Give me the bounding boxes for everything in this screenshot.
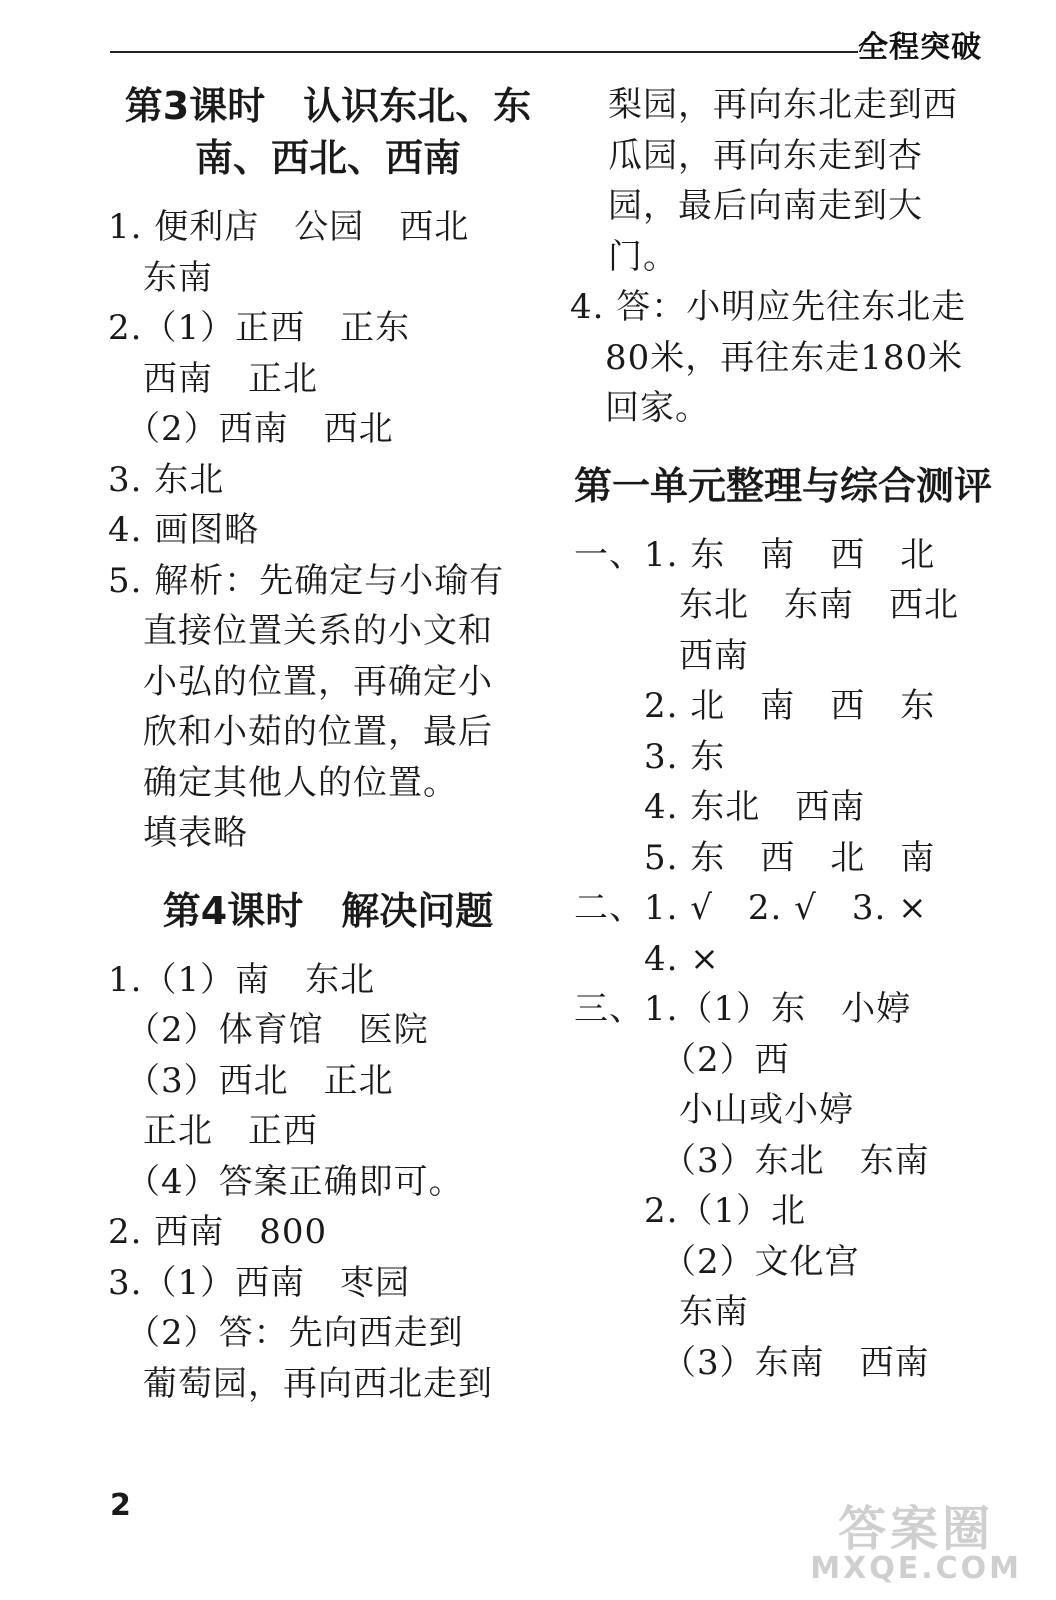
- answer-line: 4. 东北 西南: [574, 787, 866, 827]
- answer-line: 正北 正西: [108, 1111, 318, 1151]
- answer-line: 东南: [108, 257, 213, 298]
- lesson4-title: 第4课时 解决问题: [162, 888, 494, 933]
- answer-line: 2.（1）正西 正东: [108, 308, 411, 348]
- answer-line: 4. 画图略: [108, 510, 260, 550]
- answer-line: 三、1.（1）东 小婷: [574, 989, 912, 1029]
- answer-line: （2）文化宫: [574, 1241, 860, 1282]
- unit1-review-title: 第一单元整理与综合测评: [574, 463, 993, 508]
- answer-line: 3. 东北: [108, 459, 225, 500]
- answer-line: 小山或小婷: [574, 1090, 854, 1130]
- unit1-review-answers: [574, 530, 1008, 1389]
- answer-line: 二、1. √ 2. √ 3. ×: [574, 888, 928, 928]
- answer-line: （2）体育馆 医院: [108, 1010, 429, 1050]
- answer-line: 西南 正北: [108, 358, 318, 399]
- answer-line: 填表略: [108, 813, 248, 853]
- lesson3-title-line1: 第3课时 认识东北、东: [124, 84, 532, 128]
- page-number: 2: [110, 1488, 131, 1523]
- answer-line: 回家。: [570, 388, 710, 428]
- answer-line: 东北 东南 西北: [574, 585, 959, 625]
- answer-line: （3）东北 东南: [574, 1140, 930, 1181]
- answer-line: 西南: [574, 635, 749, 676]
- answer-line: 2.（1）北: [574, 1191, 807, 1231]
- answer-line: 3.（1）西南 枣园: [108, 1262, 411, 1303]
- answer-line: 4. ×: [574, 938, 720, 979]
- header-rule: [110, 51, 858, 53]
- answer-line: 1.（1）南 东北: [108, 959, 376, 1000]
- answer-line: 葡萄园，再向西北走到: [108, 1363, 493, 1404]
- answer-line: （2）西南 西北: [108, 409, 394, 449]
- watermark-line1: 答案圈: [838, 1501, 995, 1557]
- answer-line: 小弘的位置，再确定小: [108, 661, 493, 702]
- answer-line: 3. 东: [574, 736, 726, 777]
- answer-line: 直接位置关系的小文和: [108, 611, 493, 651]
- lesson4-answers-continued: [570, 80, 1008, 434]
- answer-line: 80米，再往东走180米: [570, 337, 964, 378]
- brand-title: 全程突破: [858, 30, 982, 65]
- answer-line: 梨园，再向东北走到西: [608, 85, 958, 125]
- right-column: [570, 80, 1008, 1388]
- answer-line: （3）西北 正北: [108, 1060, 394, 1101]
- answer-line: 2. 西南 800: [108, 1212, 328, 1252]
- answer-line: （2）答：先向西走到: [108, 1313, 464, 1353]
- answer-line: （2）西: [574, 1039, 790, 1080]
- answer-line: （3）东南 西南: [574, 1342, 930, 1383]
- answer-line: 4. 答：小明应先往东北走: [570, 287, 967, 327]
- answer-line: 确定其他人的位置。: [108, 762, 458, 803]
- answer-line: 门。: [608, 236, 678, 277]
- lesson4-answers: [108, 955, 548, 1410]
- answer-line: 欣和小茹的位置，最后: [108, 712, 493, 752]
- answer-line: 园，最后向南走到大: [608, 186, 923, 226]
- watermark-line2: MXQE.COM: [810, 1551, 1022, 1586]
- lesson3-answers: [108, 202, 548, 859]
- answer-line: 2. 北 南 西 东: [574, 686, 936, 726]
- lesson3-title-line2: 南、西北、西南: [194, 136, 461, 180]
- answer-line: 一、1. 东 南 西 北: [574, 534, 936, 575]
- answer-line: 5. 解析：先确定与小瑜有: [108, 560, 505, 601]
- answer-line: 瓜园，再向东走到杏: [608, 135, 923, 176]
- answer-line: 5. 东 西 北 南: [574, 837, 936, 878]
- answer-line: 东南: [574, 1292, 749, 1332]
- answer-line: （4）答案正确即可。: [108, 1161, 464, 1202]
- answer-line: 1. 便利店 公园 西北: [108, 207, 470, 247]
- left-column: [108, 80, 548, 1409]
- watermark-logo: [810, 1501, 1022, 1586]
